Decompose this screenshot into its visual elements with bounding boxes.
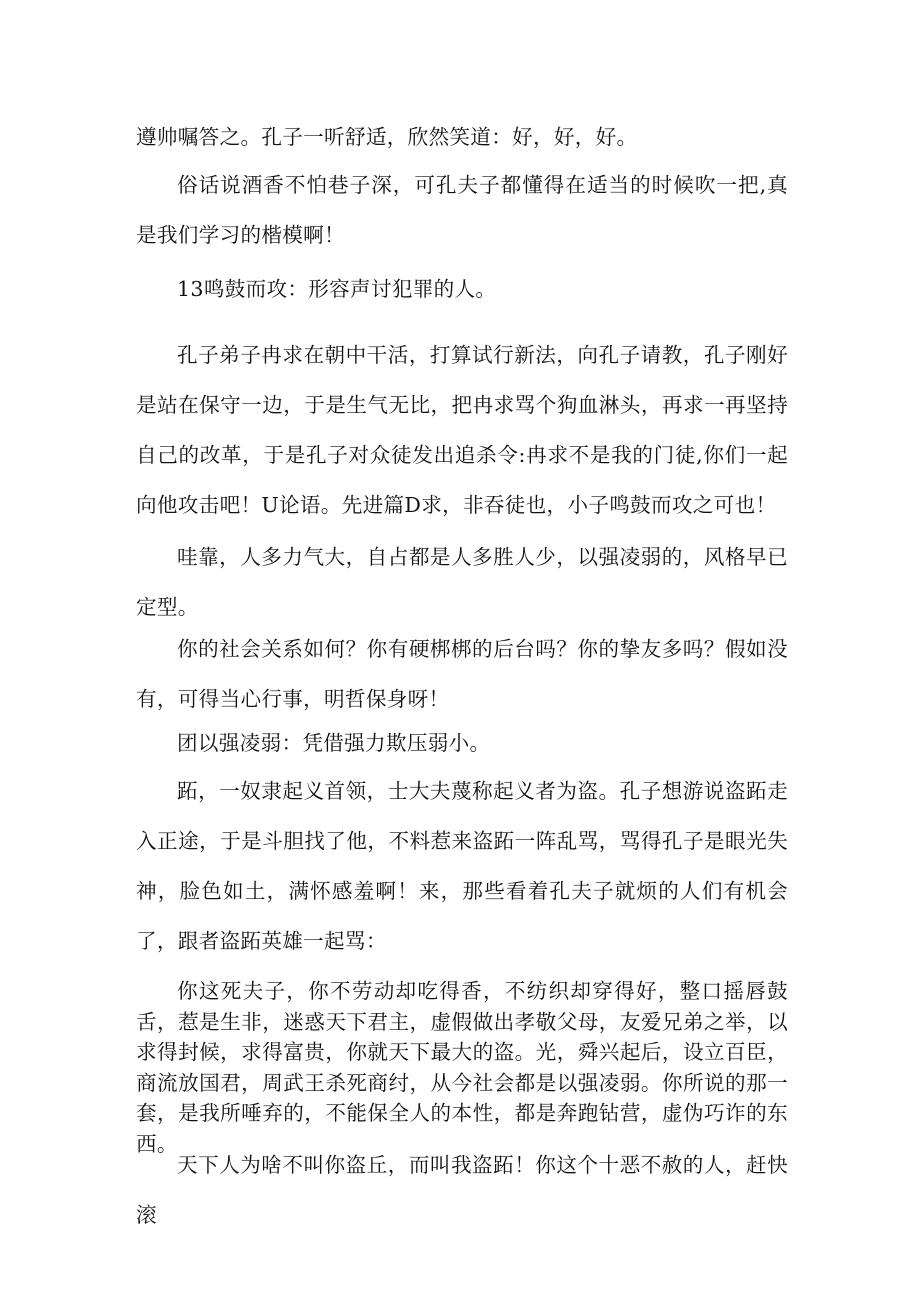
paragraph-6: 你的社会关系如何？你有硬梆梆的后台吗？你的挚友多吗？假如没有，可得当心行事，明哲保身呀！ bbox=[136, 637, 788, 711]
paragraph-1: 遵帅嘱答之。孔子一听舒适，欣然笑道：好，好，好。 bbox=[136, 125, 638, 149]
paragraph-3: 13鸣鼓而攻：形容声讨犯罪的人。 bbox=[177, 277, 497, 301]
paragraph-7: 团以强凌弱：凭借强力欺压弱小。 bbox=[177, 731, 491, 755]
paragraph-2: 俗话说酒香不怕巷子深，可孔夫子都懂得在适当的时候吹一把,真是我们学习的楷模啊！ bbox=[136, 173, 788, 247]
paragraph-5: 哇靠，人多力气大，自占都是人多胜人少，以强凌弱的，风格早已定型。 bbox=[136, 545, 788, 619]
paragraph-4: 孔子弟子冉求在朝中干活，打算试行新法，向孔子请教，孔子刚好是站在保守一边，于是生气无比，把冉求骂个狗血淋头，再求一再坚持自己的改革，于是孔子对众徒发出追杀令:冉求不是我的门徒,你们一起向他攻击吧！U论语。先进篇D求，非吞徒也，小子鸣鼓而攻之可也！ bbox=[136, 343, 788, 517]
paragraph-8: 跖，一奴隶起义首领，士大夫蔑称起义者为盗。孔子想游说盗跖走入正途，于是斗胆找了他，不料惹来盗跖一阵乱骂，骂得孔子是眼光失神，脸色如土，满怀感羞啊！来，那些看着孔夫子就烦的人们有机会了，跟者盗跖英雄一起骂： bbox=[136, 779, 788, 953]
paragraph-9-quote: 你这死夫子，你不劳动却吃得香，不纺织却穿得好，整口摇唇鼓舌，惹是生非，迷惑天下君主，虚假做出孝敬父母，友爱兄弟之举，以求得封候，求得富贵，你就天下最大的盗。光，舜兴起后，设立百臣，商流放国君，周武王杀死商纣，从今社会都是以强凌弱。你所说的那一套，是我所唾弃的，不能保全人的本性，都是奔跑钻营，虚伪巧诈的东西。 bbox=[136, 979, 788, 1156]
paragraph-10: 天下人为啥不叫你盗丘，而叫我盗跖！你这个十恶不赦的人，赶快滚 bbox=[136, 1153, 788, 1227]
